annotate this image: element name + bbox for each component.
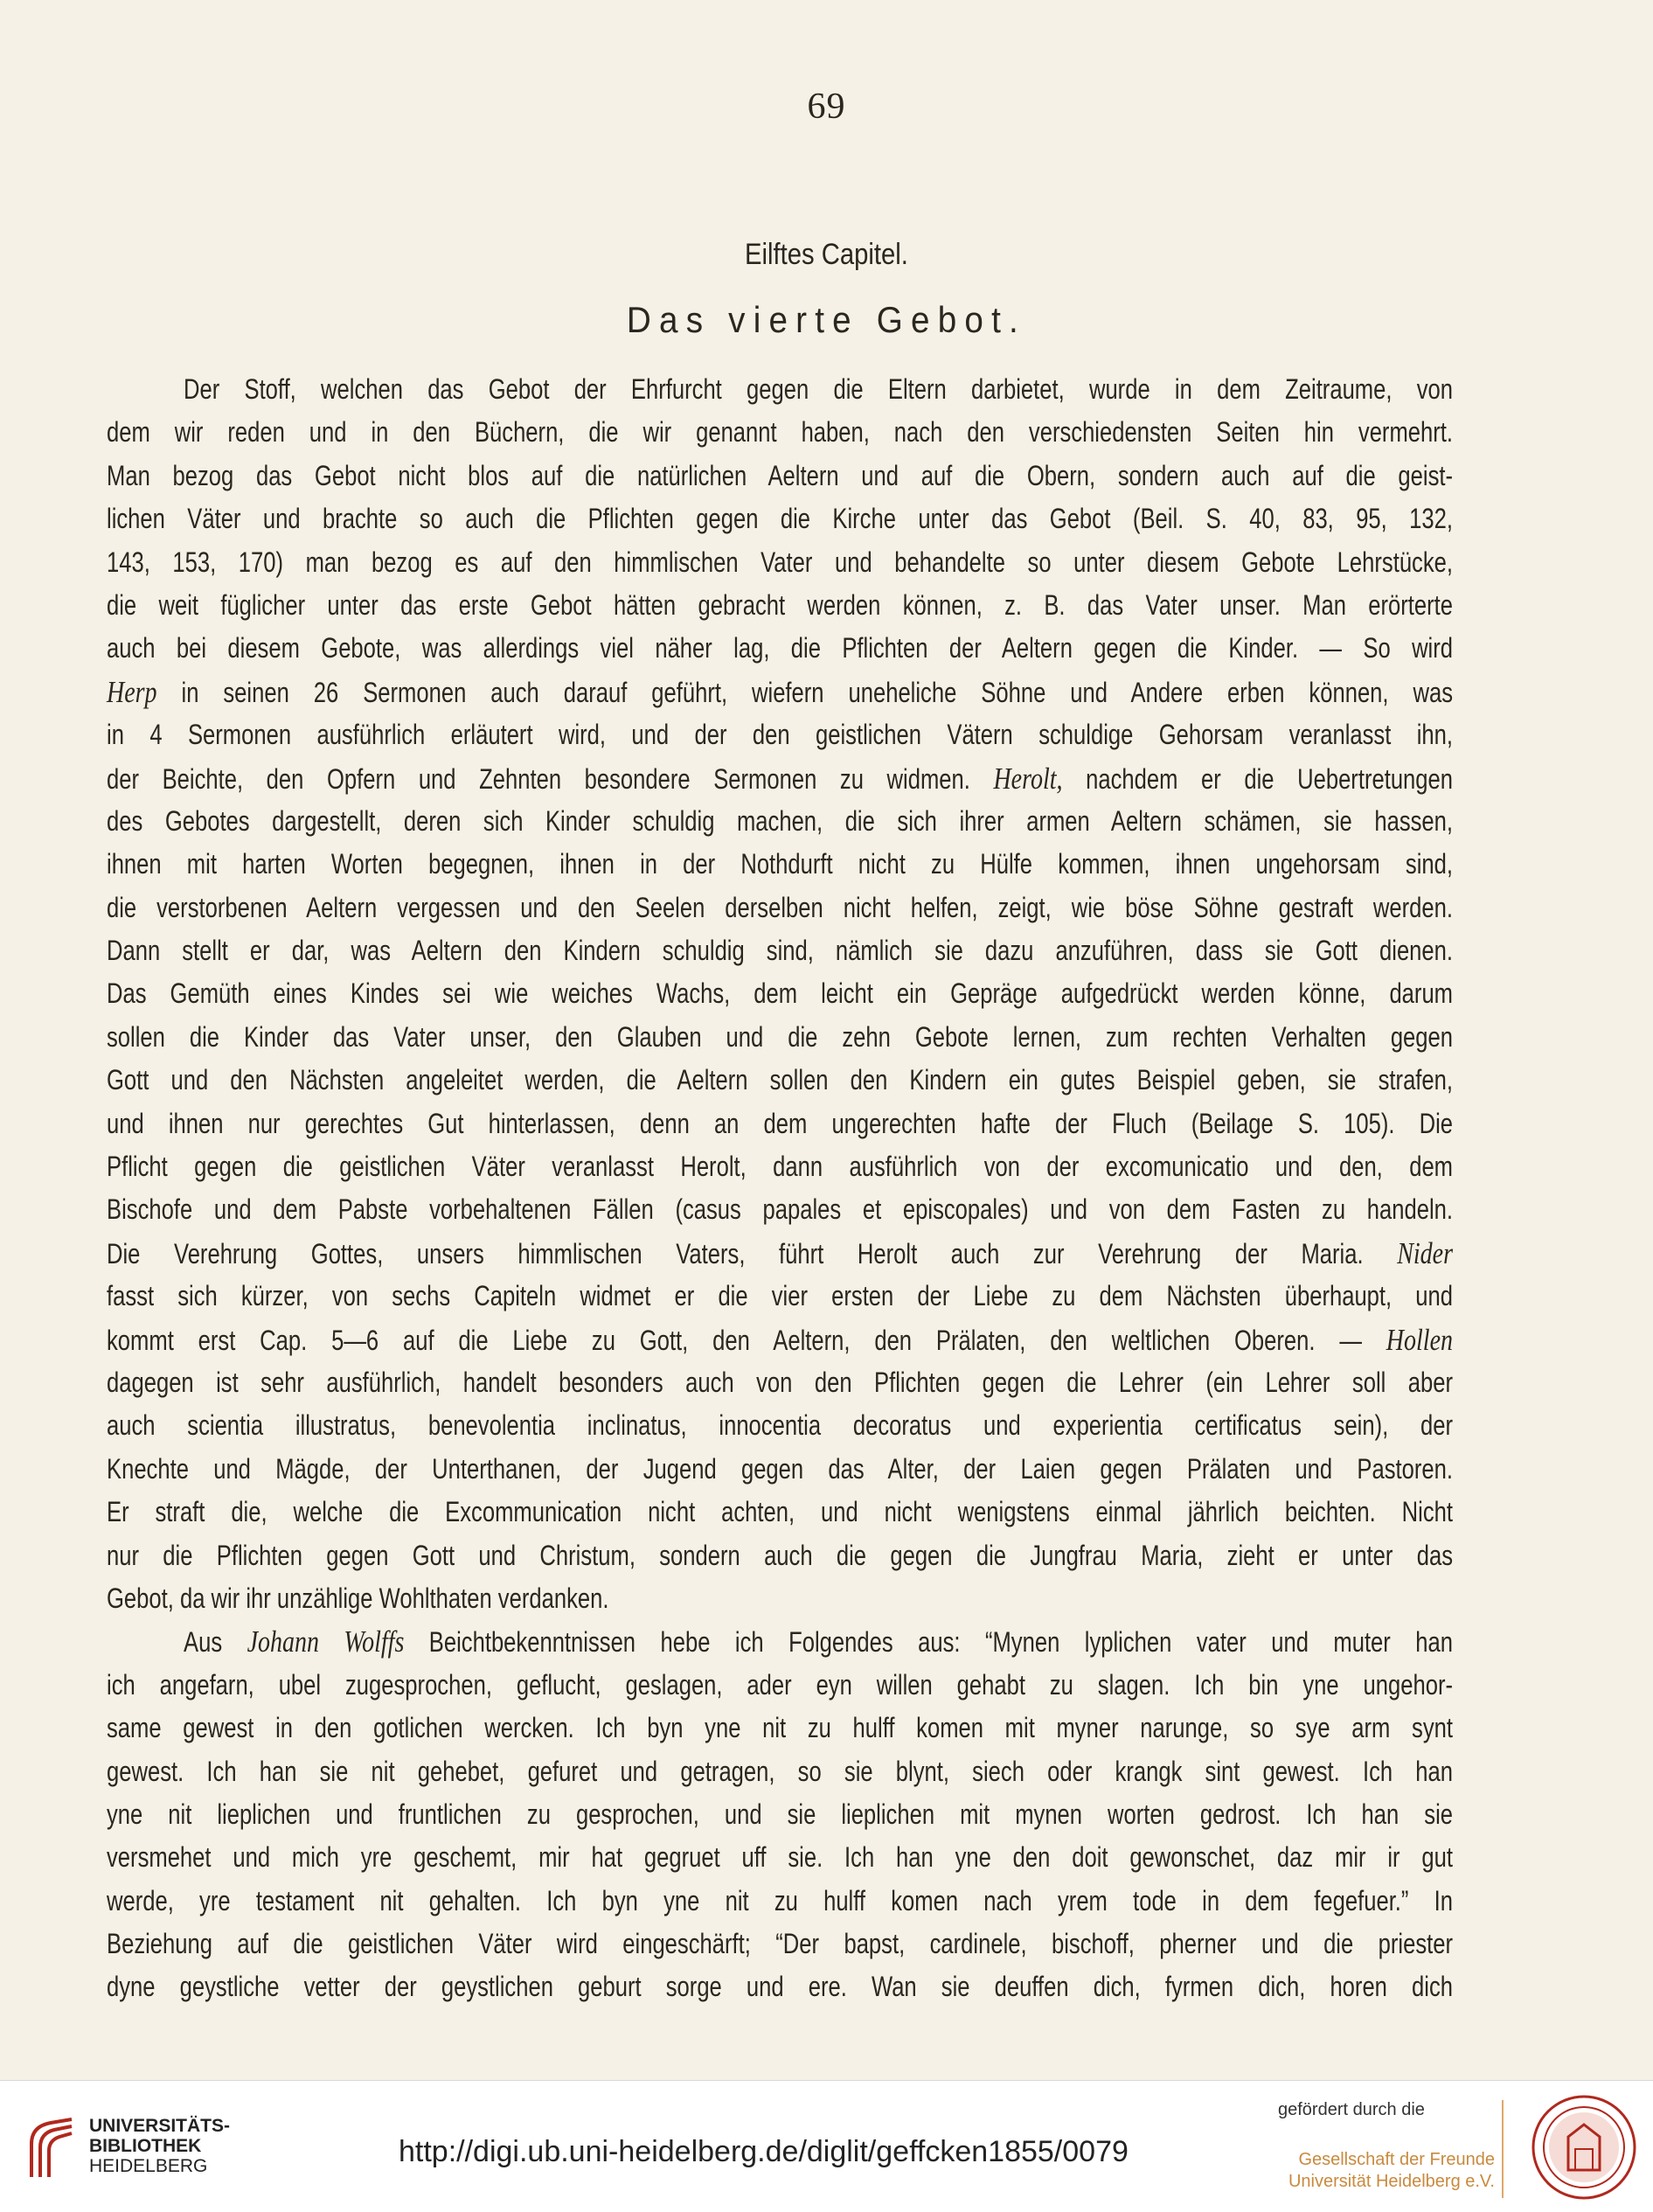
text-run: Dann stellt er dar, was Aeltern den Kindern schuldig sind, nämlich sie dazu anzuführen, dass sie Gott dienen. <box>107 935 1453 967</box>
text-line <box>107 1923 1453 1965</box>
text-run: same gewest in den gotlichen wercken. Ich byn yne nit zu hulff komen mit myner narunge, so sye arm synt <box>107 1712 1453 1744</box>
text-line <box>107 713 1453 756</box>
text-run: der Beichte, den Opfern und Zehnten besondere Sermonen zu widmen. <box>107 762 994 795</box>
text-run: Er straft die, welche die Excommunication nicht achten, und nicht wenigstens einmal jährlich beichten. Nicht <box>107 1496 1453 1528</box>
text-line <box>107 1103 1453 1145</box>
text-line <box>107 1836 1453 1879</box>
text-line <box>107 1793 1453 1836</box>
text-line <box>107 1404 1453 1447</box>
text-line <box>107 584 1453 627</box>
text-run: lichen Väter und brachte so auch die Pflichten gegen die Kirche unter das Gebot (Beil. S. 40, 83, 95, 132, <box>107 503 1453 535</box>
university-seal-icon <box>1530 2093 1638 2202</box>
text-line <box>107 1491 1453 1534</box>
text-line <box>107 1318 1453 1361</box>
text-run: Das Gemüth eines Kindes sei wie weiches Wachs, dem leicht ein Gepräge aufgedrückt werden könne, darum <box>107 977 1453 1010</box>
text-run: Knechte und Mägde, der Unterthanen, der Jugend gegen das Alter, der Laien gegen Prälaten und Pastoren. <box>107 1452 1453 1485</box>
text-line <box>107 757 1453 800</box>
text-run: sollen die Kinder das Vater unser, den Glauben und die zehn Gebote lernen, zum rechten Verhalten gegen <box>107 1020 1453 1053</box>
library-name-line: UNIVERSITÄTS- <box>89 2116 231 2136</box>
text-run: Beichtbekenntnissen hebe ich Folgendes aus: “Mynen lyplichen vater und muter han <box>404 1626 1453 1659</box>
text-line <box>107 368 1453 411</box>
text-line <box>107 1361 1453 1404</box>
text-line <box>107 1016 1453 1059</box>
divider <box>1502 2100 1504 2198</box>
sponsor-label: gefördert durch die <box>1278 2100 1425 2119</box>
text-line <box>107 843 1453 886</box>
text-line <box>107 800 1453 843</box>
text-line <box>107 627 1453 670</box>
footer-bar <box>0 2080 1653 2212</box>
text-line <box>107 1965 1453 2008</box>
sponsor-name[interactable] <box>1278 2149 1495 2193</box>
library-name[interactable] <box>89 2116 230 2176</box>
text-run: die weit füglicher unter das erste Gebot hätten gebracht werden können, z. B. das Vater unser. Man erörterte <box>107 588 1453 621</box>
text-run: auch scientia illustratus, benevolentia inclinatus, innocentia decoratus und experientia certificatus sein), der <box>107 1409 1453 1442</box>
text-line <box>107 411 1453 454</box>
text-line <box>107 887 1453 929</box>
text-line <box>107 1059 1453 1102</box>
text-line <box>107 497 1453 540</box>
text-run: Bischofe und dem Pabste vorbehaltenen Fällen (casus papales et episcopales) und von dem Fasten zu handeln. <box>107 1193 1453 1226</box>
text-line <box>107 1145 1453 1188</box>
permalink-url[interactable]: http://digi.ub.uni-heidelberg.de/diglit/geffcken1855/0079 <box>399 2135 1129 2168</box>
library-name-line: HEIDELBERG <box>89 2156 208 2176</box>
body-text <box>107 368 1453 2009</box>
text-run: Pflicht gegen die geistlichen Väter veranlasst Herolt, dann ausführlich von der excomunicatio und den, dem <box>107 1151 1453 1183</box>
text-run: gewest. Ich han sie nit gehebet, gefuret und getragen, so sie blynt, siech oder krangk sint gewest. Ich han <box>107 1755 1453 1787</box>
author-name: Herp <box>107 674 157 709</box>
author-name: Johann Wolffs <box>247 1624 405 1659</box>
library-name-line: BIBLIOTHEK <box>89 2136 202 2156</box>
author-name: Herolt, <box>993 761 1063 796</box>
author-name: Nider <box>1397 1235 1453 1270</box>
text-run: in 4 Sermonen ausführlich erläutert wird, und der den geistlichen Vätern schuldige Gehorsam veranlasst ihn, <box>107 719 1453 751</box>
page-title: Das vierte Gebot. <box>626 299 1026 340</box>
library-logo-icon[interactable] <box>26 2118 77 2179</box>
text-run: die verstorbenen Aeltern vergessen und den Seelen derselben nicht helfen, zeigt, wie böse Söhne gestraft werden. <box>107 891 1453 923</box>
text-line <box>107 1880 1453 1923</box>
text-line <box>107 1275 1453 1318</box>
text-run: Aus <box>184 1626 247 1659</box>
text-run: werde, yre testament nit gehalten. Ich byn yne nit zu hulff komen nach yrem tode in dem fegefuer.” In <box>107 1884 1453 1916</box>
text-line <box>107 929 1453 972</box>
text-line <box>107 1534 1453 1577</box>
text-run: versmehet und mich yre geschemt, mir hat gegruet uff sie. Ich han yne den doit gewonschet, daz mir ir gut <box>107 1841 1453 1874</box>
page-number: 69 <box>807 87 846 127</box>
text-run: auch bei diesem Gebote, was allerdings viel näher lag, die Pflichten der Aeltern gegen die Kinder. — So wird <box>107 632 1453 664</box>
sponsor-name-line: Gesellschaft der Freunde <box>1298 2150 1495 2169</box>
text-run: des Gebotes dargestellt, deren sich Kinder schuldig machen, die sich ihrer armen Aeltern schämen, sie hassen, <box>107 804 1453 837</box>
text-run: yne nit lieplichen und fruntlichen zu gesprochen, und sie lieplichen mit mynen worten gedrost. Ich han sie <box>107 1798 1453 1830</box>
text-run: Man bezog das Gebot nicht blos auf die natürlichen Aeltern und auf die Obern, sondern auch auf die geist- <box>107 459 1453 491</box>
sponsor-name-line: Universität Heidelberg e.V. <box>1288 2172 1495 2191</box>
text-line <box>107 1232 1453 1275</box>
text-line <box>107 455 1453 497</box>
text-line <box>107 1448 1453 1491</box>
text-run: ich angefarn, ubel zugesprochen, geflucht, geslagen, ader eyn willen gehabt zu slagen. Ich bin yne ungehor- <box>107 1668 1453 1701</box>
text-run: dyne geystliche vetter der geystlichen geburt sorge und ere. Wan sie deuffen dich, fyrmen dich, horen dich <box>107 1971 1453 2003</box>
text-run: Gebot, da wir ihr unzählige Wohlthaten verdanken. <box>107 1582 609 1614</box>
text-run: fasst sich kürzer, von sechs Capiteln widmet er die vier ersten der Liebe zu dem Nächsten überhaupt, und <box>107 1280 1453 1312</box>
text-line <box>107 1620 1453 1663</box>
text-run: ihnen mit harten Worten begegnen, ihnen in der Nothdurft nicht zu Hülfe kommen, ihnen ungehorsam sind, <box>107 848 1453 880</box>
text-run: in seinen 26 Sermonen auch darauf geführt, wiefern uneheliche Söhne und Andere erben können, was <box>156 676 1453 708</box>
text-line <box>107 1750 1453 1793</box>
text-run: Der Stoff, welchen das Gebot der Ehrfurcht gegen die Eltern darbietet, wurde in dem Zeitraume, von <box>184 373 1453 405</box>
text-run: und ihnen nur gerechtes Gut hinterlassen, denn an dem ungerechten hafte der Fluch (Beilage S. 105). Die <box>107 1107 1453 1139</box>
text-line <box>107 1664 1453 1707</box>
author-name: Hollen <box>1386 1322 1453 1357</box>
text-line <box>107 1188 1453 1231</box>
text-line <box>107 1577 1453 1620</box>
text-line <box>107 1707 1453 1749</box>
text-run: Gott und den Nächsten angeleitet werden, die Aeltern sollen den Kindern ein gutes Beispiel geben, sie strafen, <box>107 1064 1453 1096</box>
text-run: kommt erst Cap. 5—6 auf die Liebe zu Gott, den Aeltern, den Prälaten, den weltlichen Oberen. — <box>107 1324 1386 1356</box>
text-run: Die Verehrung Gottes, unsers himmlischen Vaters, führt Herolt auch zur Verehrung der Maria. <box>107 1237 1398 1269</box>
text-run: 143, 153, 170) man bezog es auf den himmlischen Vater und behandelte so unter diesem Gebote Lehrstücke, <box>107 546 1453 578</box>
text-run: nachdem er die Uebertretungen <box>1062 762 1454 795</box>
text-run: Beziehung auf die geistlichen Väter wird eingeschärft; “Der bapst, cardinele, bischoff, pherner und die priester <box>107 1928 1453 1960</box>
text-line <box>107 541 1453 584</box>
text-run: dem wir reden und in den Büchern, die wir genannt haben, nach den verschiedensten Seiten hin vermehrt. <box>107 416 1453 449</box>
chapter-heading: Eilftes Capitel. <box>744 238 908 271</box>
text-line <box>107 972 1453 1015</box>
text-run: nur die Pflichten gegen Gott und Christum, sondern auch die gegen die Jungfrau Maria, zieht er unter das <box>107 1539 1453 1571</box>
text-run: dagegen ist sehr ausführlich, handelt besonders auch von den Pflichten gegen die Lehrer (ein Lehrer soll aber <box>107 1366 1453 1398</box>
text-line <box>107 671 1453 713</box>
